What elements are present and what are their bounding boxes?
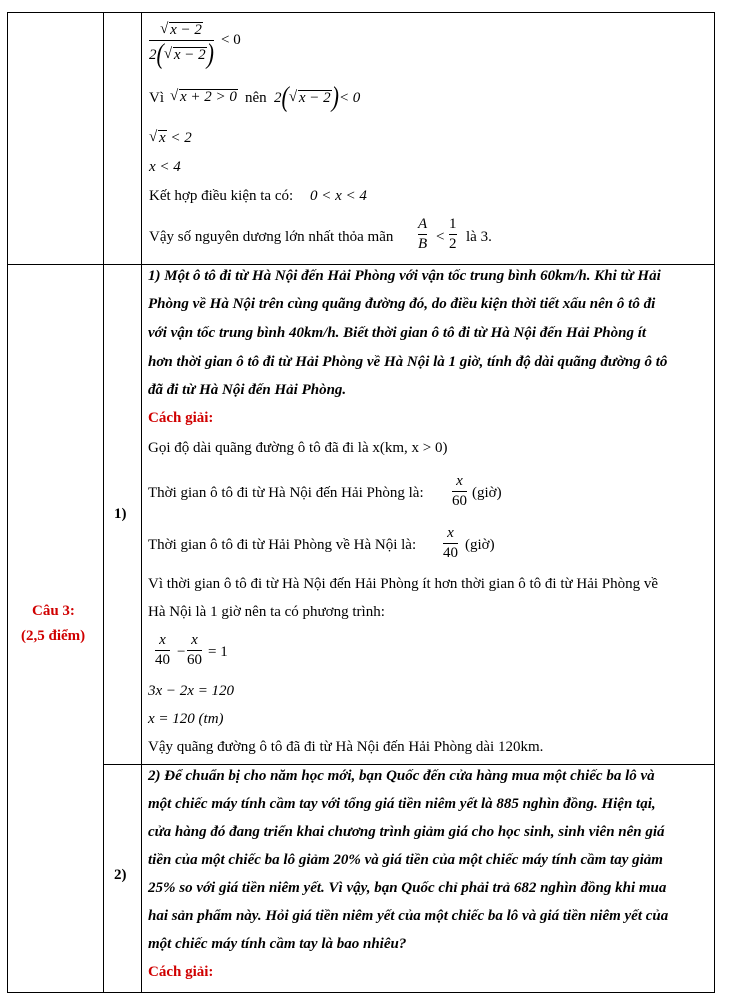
conclusion-frac2-num: 1 xyxy=(449,216,457,232)
frac1-denominator: x − 2 xyxy=(173,47,206,63)
conclusion-fraction-half xyxy=(449,217,457,252)
part2-number: 2) xyxy=(114,867,127,883)
conclusion-prefix: Vậy số nguyên dương lớn nhất thỏa mãn xyxy=(149,229,394,245)
table-border-right xyxy=(714,12,715,993)
part1-time1-unit: (giờ) xyxy=(472,485,502,501)
vi-line-expr2-text: x − 2 xyxy=(298,90,331,106)
combine-text: Kết hợp điều kiện ta có: xyxy=(149,188,294,204)
vi-line-expr1: √ x + 2 > 0 xyxy=(170,88,237,105)
frac1-numerator: x − 2 xyxy=(170,22,202,38)
part1-time2-text: Thời gian ô tô đi từ Hải Phòng về Hà Nội là: xyxy=(148,537,417,553)
part1-since-line: Hà Nội là 1 giờ nên ta có phương trình: xyxy=(148,604,385,620)
sqrt-line-rel: < 2 xyxy=(170,130,192,146)
part1-problem-line: với vận tốc trung bình 40km/h. Biết thời gian ô tô đi từ Hà Nội đến Hải Phòng ít xyxy=(148,325,647,341)
frac1-relation: < 0 xyxy=(221,32,241,48)
part1-problem-line: 1) Một ô tô đi từ Hà Nội đến Hải Phòng với vận tốc trung bình 60km/h. Khi từ Hải xyxy=(148,268,661,284)
x-less-than-4: x < 4 xyxy=(149,159,181,175)
question-label: Câu 3: xyxy=(32,603,75,619)
part2-solution-heading: Cách giải: xyxy=(148,964,214,980)
part1-solution-heading: Cách giải: xyxy=(148,410,214,426)
part2-problem-line: 2) Để chuẩn bị cho năm học mới, bạn Quốc đến cửa hàng mua một chiếc ba lô và xyxy=(148,768,655,784)
part2-problem-line: tiền của một chiếc ba lô giảm 20% và giá tiền của một chiếc máy tính cầm tay giảm xyxy=(148,852,663,868)
part1-time1-num: x xyxy=(456,473,463,489)
part1-since-line: Vì thời gian ô tô đi từ Hà Nội đến Hải Phòng ít hơn thời gian ô tô đi từ Hải Phòng về xyxy=(148,576,659,592)
part1-step1: 3x − 2x = 120 xyxy=(148,683,235,699)
part1-number: 1) xyxy=(114,506,127,522)
frac1-den-coef: 2 xyxy=(149,47,157,63)
conclusion-suffix: là 3. xyxy=(466,229,492,245)
part2-problem-line: một chiếc máy tính cầm tay với tổng giá tiền niêm yết là 885 nghìn đồng. Hiện tại, xyxy=(148,796,656,812)
table-row-divider-parts xyxy=(103,764,714,765)
table-row-divider-top xyxy=(7,264,714,265)
vi-line-expr1-text: x + 2 > 0 xyxy=(180,89,237,105)
part1-eq-den2: 60 xyxy=(187,652,202,668)
vi-line-middle: nên xyxy=(245,90,267,106)
part1-time1-fraction xyxy=(452,474,467,509)
part1-let-line: Gọi độ dài quãng đường ô tô đã đi là x(km, x > 0) xyxy=(148,440,448,456)
vi-line-expr2-coef: 2 xyxy=(274,90,282,106)
part2-problem-line: cửa hàng đó đang triển khai chương trình giảm giá cho học sinh, sinh viên nên giá xyxy=(148,824,665,840)
part1-eq-rhs: = 1 xyxy=(208,644,228,660)
part1-time1-den: 60 xyxy=(452,493,467,509)
part1-eq-den1: 40 xyxy=(155,652,170,668)
vi-line-expr2-rel: < 0 xyxy=(338,90,361,106)
table-border-bottom xyxy=(7,992,714,993)
part1-eq-fraction2 xyxy=(187,633,202,668)
table-border-left xyxy=(7,12,8,993)
part1-time2-unit: (giờ) xyxy=(465,537,495,553)
question-points: (2,5 điểm) xyxy=(21,628,86,644)
vi-line-prefix: Vì xyxy=(149,90,164,106)
table-col-divider-2 xyxy=(141,12,142,993)
part1-time2-num: x xyxy=(447,525,454,541)
conclusion-frac2-den: 2 xyxy=(449,236,457,252)
fraction-sqrt-expression: √ x − 2 2( √ x − 2) xyxy=(149,21,214,70)
conclusion-fraction-ab xyxy=(418,217,427,252)
table-border-top xyxy=(7,12,714,13)
part1-time1-text: Thời gian ô tô đi từ Hà Nội đến Hải Phòng là: xyxy=(148,485,424,501)
part1-time2-den: 40 xyxy=(443,545,458,561)
part1-problem-line: đã đi từ Hà Nội đến Hải Phòng. xyxy=(148,382,347,398)
vi-line-expr2: 2( √ x − 2)< 0 xyxy=(274,80,361,113)
part2-problem-line: hai sản phẩm này. Hỏi giá tiền niêm yết của một chiếc ba lô và giá tiền niêm yết của xyxy=(148,908,669,924)
part1-eq-fraction1 xyxy=(155,633,170,668)
sqrt-line: √ x < 2 xyxy=(149,129,192,146)
part1-eq-minus: − xyxy=(177,644,186,660)
conclusion-relation: < xyxy=(436,229,445,245)
combine-expression: 0 < x < 4 xyxy=(310,188,367,204)
conclusion-frac-den: B xyxy=(418,236,428,252)
part1-eq-num1: x xyxy=(159,632,166,648)
part1-problem-line: hơn thời gian ô tô đi từ Hải Phòng về Hà Nội là 1 giờ, tính độ dài quãng đường ô tô xyxy=(148,354,668,370)
part2-problem-line: một chiếc máy tính cầm tay là bao nhiêu? xyxy=(148,936,407,952)
part1-step2: x = 120 (tm) xyxy=(148,711,224,727)
part1-problem-line: Phòng về Hà Nội trên cùng quãng đường đó, do điều kiện thời tiết xấu nên ô tô đi xyxy=(148,296,656,312)
conclusion-frac-num: A xyxy=(418,216,428,232)
part1-eq-num2: x xyxy=(191,632,198,648)
part1-time2-fraction xyxy=(443,526,458,561)
part1-answer: Vậy quãng đường ô tô đã đi từ Hà Nội đến Hải Phòng dài 120km. xyxy=(148,739,544,755)
table-col-divider-1 xyxy=(103,12,104,993)
part2-problem-line: 25% so với giá tiền niêm yết. Vì vậy, bạn Quốc chỉ phải trả 682 nghìn đồng khi mua xyxy=(148,880,667,896)
